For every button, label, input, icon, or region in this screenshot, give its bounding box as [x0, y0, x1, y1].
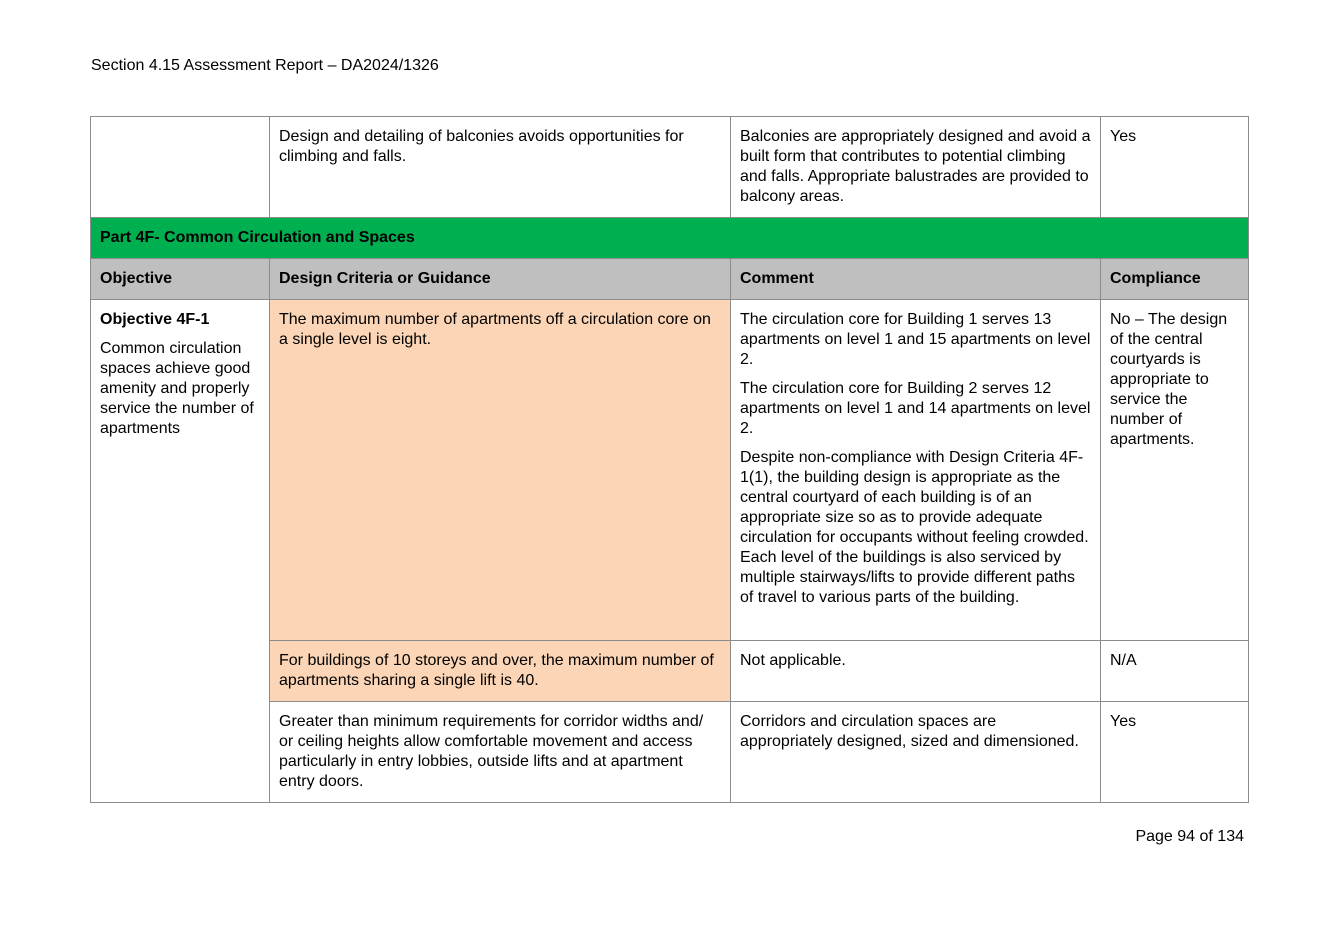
column-header-comment: Comment: [731, 259, 1101, 300]
comment-cell: Not applicable.: [731, 641, 1101, 702]
objective-cell: [91, 117, 270, 218]
page-number: Page 94 of 134: [1135, 828, 1244, 845]
comment-cell: Balconies are appropriately designed and avoid a built form that contributes to potential climbing and falls. Appropriate balustrades are provided to balcony areas.: [731, 117, 1101, 218]
column-header-row: [91, 259, 1249, 300]
comment-cell: Corridors and circulation spaces are appropriately designed, sized and dimensioned.: [731, 702, 1101, 803]
comment-paragraph: The circulation core for Building 2 serves 12 apartments on level 1 and 14 apartments on level 2.: [740, 380, 1091, 437]
criteria-cell: Design and detailing of balconies avoids opportunities for climbing and falls.: [270, 117, 731, 218]
assessment-table: [90, 116, 1249, 803]
compliance-cell: No – The design of the central courtyards is appropriate to service the number of apartments.: [1101, 300, 1249, 641]
criteria-cell: The maximum number of apartments off a circulation core on a single level is eight.: [270, 300, 731, 641]
objective-title: Objective 4F-1: [100, 311, 210, 328]
table-row: [91, 117, 1249, 218]
objective-description: Common circulation spaces achieve good amenity and properly service the number of apartments: [100, 340, 254, 437]
objective-cell: [91, 300, 270, 803]
section-header-row: [91, 218, 1249, 259]
criteria-cell: For buildings of 10 storeys and over, the maximum number of apartments sharing a single lift is 40.: [270, 641, 731, 702]
column-header-objective: Objective: [91, 259, 270, 300]
criteria-cell: Greater than minimum requirements for corridor widths and/ or ceiling heights allow comfortable movement and access particularly in entry lobbies, outside lifts and at apartment entry doors.: [270, 702, 731, 803]
compliance-cell: Yes: [1101, 702, 1249, 803]
comment-cell: [731, 300, 1101, 641]
compliance-cell: N/A: [1101, 641, 1249, 702]
page-header: Section 4.15 Assessment Report – DA2024/1326: [91, 57, 439, 74]
column-header-compliance: Compliance: [1101, 259, 1249, 300]
compliance-cell: Yes: [1101, 117, 1249, 218]
comment-paragraph: Despite non-compliance with Design Criteria 4F-1(1), the building design is appropriate as the central courtyard of each building is of an appropriate size so as to provide adequate circulation for occupants without feeling crowded. Each level of the buildings is also serviced by multiple stairways/lifts to provide different paths of travel to various parts of the building.: [740, 449, 1089, 606]
column-header-criteria: Design Criteria or Guidance: [270, 259, 731, 300]
table-row: [91, 300, 1249, 641]
comment-paragraph: The circulation core for Building 1 serves 13 apartments on level 1 and 15 apartments on level 2.: [740, 311, 1091, 368]
section-title: Part 4F- Common Circulation and Spaces: [91, 218, 1249, 259]
